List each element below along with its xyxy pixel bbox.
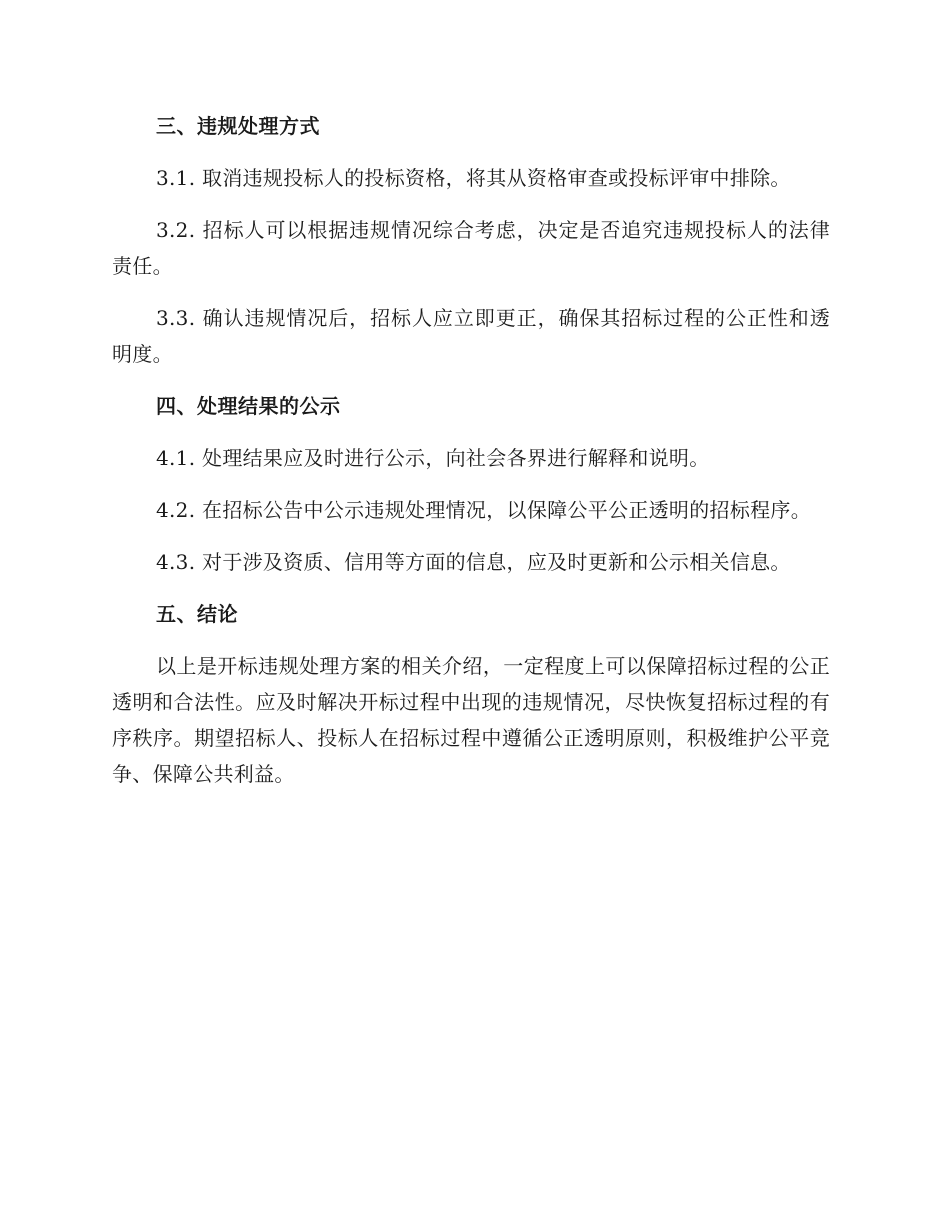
section-heading: 三、违规处理方式 — [156, 114, 320, 138]
section-violation-handling — [112, 108, 830, 372]
paragraph: 3.3. 确认违规情况后，招标人应立即更正，确保其招标过程的公正性和透明度。 — [112, 306, 830, 366]
section-result-publicity — [112, 388, 830, 580]
paragraph: 4.3. 对于涉及资质、信用等方面的信息，应及时更新和公示相关信息。 — [156, 550, 791, 574]
paragraph: 3.1. 取消违规投标人的投标资格，将其从资格审查或投标评审中排除。 — [156, 166, 791, 190]
document-page — [112, 108, 830, 808]
paragraph: 3.2. 招标人可以根据违规情况综合考虑，决定是否追究违规投标人的法律责任。 — [112, 218, 830, 278]
section-heading: 四、处理结果的公示 — [156, 394, 341, 418]
section-conclusion — [112, 596, 830, 792]
paragraph: 4.1. 处理结果应及时进行公示，向社会各界进行解释和说明。 — [156, 446, 710, 470]
paragraph: 以上是开标违规处理方案的相关介绍，一定程度上可以保障招标过程的公正透明和合法性。应及时解决开标过程中出现的违规情况，尽快恢复招标过程的有序秩序。期望招标人、投标人在招标过程中遵循公正透明原则，积极维护公平竞争、保障公共利益。 — [112, 654, 830, 786]
section-heading: 五、结论 — [156, 602, 238, 626]
paragraph: 4.2. 在招标公告中公示违规处理情况，以保障公平公正透明的招标程序。 — [156, 498, 812, 522]
